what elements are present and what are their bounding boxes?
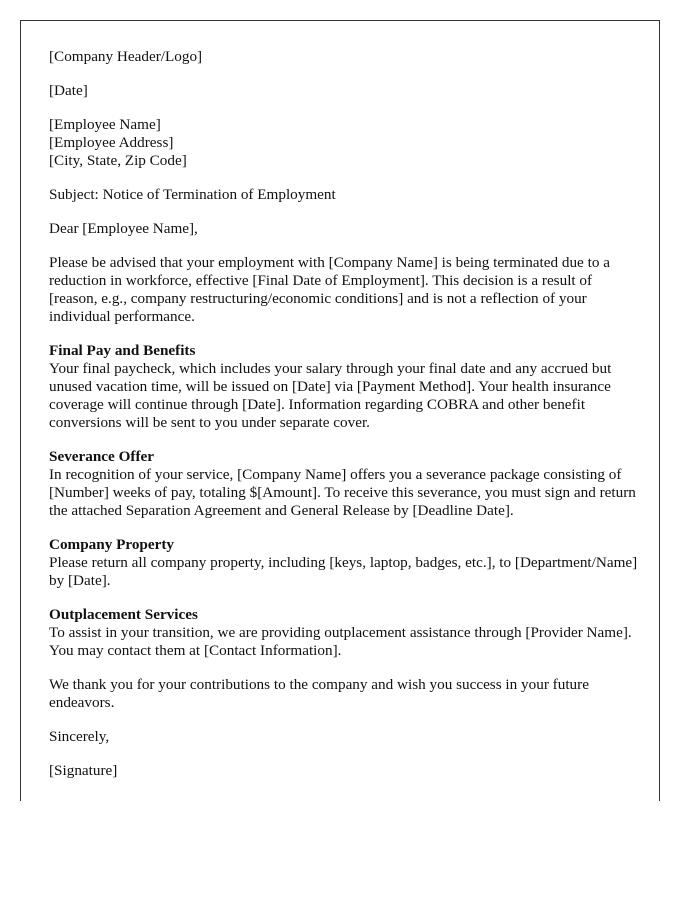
subject-text: Subject: Notice of Termination of Employment: [49, 186, 336, 203]
section-body: Please return all company property, including [keys, laptop, badges, etc.], to [Department/Name] by [Date].: [49, 554, 638, 589]
intro-text: Please be advised that your employment with [Company Name] is being terminated due to a reduction in workforce, effective [Final Date of Employment]. This decision is a result of [reason, e.g., company restructuring/economic conditions] and is not a reflection of your individual performance.: [49, 254, 610, 325]
section-title: Company Property: [49, 536, 175, 553]
intro-paragraph: [49, 254, 639, 326]
section-company-property: [49, 536, 639, 590]
recipient-address: [Employee Address]: [49, 134, 174, 151]
closing-paragraph: [49, 676, 639, 712]
recipient-city-state-zip: [City, State, Zip Code]: [49, 152, 187, 169]
salutation: [49, 220, 639, 238]
date-text: [Date]: [49, 82, 88, 99]
section-title: Severance Offer: [49, 448, 154, 465]
signature: [49, 762, 639, 780]
sign-off-text: Sincerely,: [49, 728, 110, 745]
section-title: Outplacement Services: [49, 606, 198, 623]
section-title: Final Pay and Benefits: [49, 342, 196, 359]
section-body: To assist in your transition, we are providing outplacement assistance through [Provider Name]. You may contact them at [Contact Information].: [49, 624, 632, 659]
section-body: Your final paycheck, which includes your salary through your final date and any accrued but unused vacation time, will be issued on [Date] via [Payment Method]. Your health insurance coverage will continue through [Date]. Information regarding COBRA and other benefit conversions will be sent to you under separate cover.: [49, 360, 612, 431]
section-outplacement-services: [49, 606, 639, 660]
recipient-address-block: [49, 116, 639, 170]
closing-text: We thank you for your contributions to the company and wish you success in your future endeavors.: [49, 676, 589, 711]
letter-date: [49, 82, 639, 100]
subject-line: [49, 186, 639, 204]
letter-page: [20, 20, 660, 801]
company-header-text: [Company Header/Logo]: [49, 48, 203, 65]
section-final-pay: [49, 342, 639, 432]
company-header: [49, 48, 639, 66]
section-body: In recognition of your service, [Company Name] offers you a severance package consisting of [Number] weeks of pay, totaling $[Amount]. To receive this severance, you must sign and return the attached Separation Agreement and General Release by [Deadline Date].: [49, 466, 636, 519]
section-severance-offer: [49, 448, 639, 520]
salutation-text: Dear [Employee Name],: [49, 220, 198, 237]
signature-text: [Signature]: [49, 762, 118, 779]
sign-off: [49, 728, 639, 746]
letter-content: [49, 48, 639, 796]
recipient-name: [Employee Name]: [49, 116, 161, 133]
